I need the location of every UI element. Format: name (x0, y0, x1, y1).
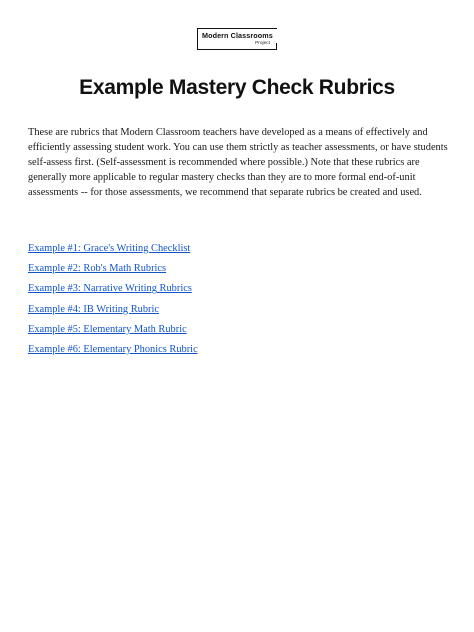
example-5-link[interactable]: Example #5: Elementary Math Rubric (28, 323, 187, 335)
logo (197, 28, 277, 50)
example-links-list (28, 239, 198, 360)
example-1-link[interactable]: Example #1: Grace's Writing Checklist (28, 243, 191, 254)
example-3-link[interactable]: Example #3: Narrative Writing Rubrics (28, 283, 192, 295)
example-2-link[interactable]: Example #2: Rob's Math Rubrics (28, 263, 167, 275)
example-4-link[interactable]: Example #4: IB Writing Rubric (28, 303, 159, 315)
list-item (28, 239, 198, 259)
example-6-link[interactable]: Example #6: Elementary Phonics Rubric (28, 343, 198, 355)
list-item (28, 259, 198, 279)
logo-name: Modern Classrooms (202, 31, 273, 40)
intro-paragraph: These are rubrics that Modern Classroom teachers have developed as a means of effectively and efficiently assessing student work. You can use them strictly as teacher assessments, or have students self-assess first. (Self-assessment is recommended where possible.) Note that these rubrics are generally more applicable to regular mastery checks than they are to more formal end-of-unit assessments -- for those assessments, we recommend that separate rubrics be created and used. (28, 127, 448, 198)
logo-subtitle: Project (255, 40, 270, 46)
list-item (28, 300, 198, 320)
list-item (28, 340, 198, 360)
list-item (28, 279, 198, 299)
page-title: Example Mastery Check Rubrics (79, 76, 395, 99)
list-item (28, 320, 198, 340)
